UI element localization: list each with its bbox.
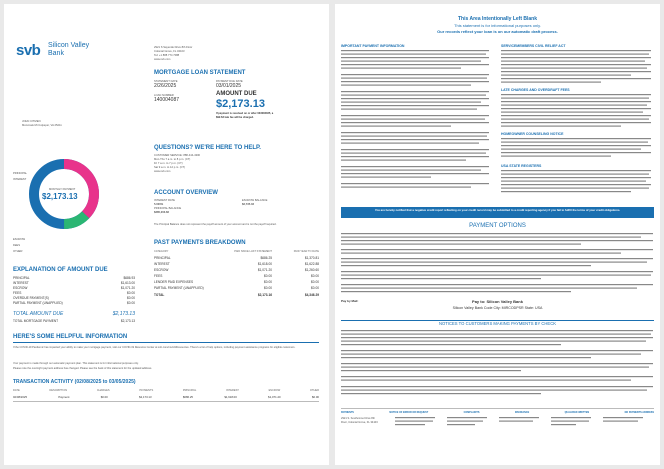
state-registers-text	[501, 170, 653, 200]
helpful-info-title: HERE'S SOME HELPFUL INFORMATION	[13, 334, 128, 340]
hours-friday: Fri 7 a.m. to 7 p.m. (CT)	[154, 162, 183, 165]
statement-date-label: STATEMENT DATE	[154, 80, 178, 83]
customer-name: JOHN CITIZEN	[22, 120, 41, 123]
helpful-info-paragraph-3: Please note the overnight payment address has changed. Please see the back of this statement for the updated address.	[13, 367, 152, 370]
mail-address-line: Silicon Valley Bank Code City: MIRCODPSR State: USA	[452, 306, 543, 310]
donut-legend-other: OTHER	[13, 250, 23, 253]
explanation-row: PRINCIPAL $686.93	[13, 276, 135, 280]
statement-date: 2/26/2025	[154, 83, 177, 89]
loan-number-label: LOAN NUMBER	[154, 94, 174, 97]
scra-text	[501, 50, 653, 86]
transaction-activity-title: TRANSACTION ACTIVITY (02/08/2025 to 03/05/2025)	[13, 379, 136, 385]
breakdown-total: TOTAL $2,173.16 $4,346.29	[154, 293, 319, 297]
important-payment-info-title: IMPORTANT PAYMENT INFORMATION	[341, 44, 405, 48]
payment-options-title: PAYMENT OPTIONS	[469, 223, 526, 229]
late-fee-note: If payment is received on or after 03/08/2025, a $92.63 late fee will be charged.	[216, 112, 274, 119]
hours-saturday: Sat 9 a.m. to 12 p.m. (CT)	[154, 166, 186, 169]
bank-website[interactable]: www.svb.com	[154, 58, 171, 61]
footer-payments-address: 2921 S. Southcome Drive 8th Floor, Colonial Grove, FL 34103	[341, 417, 378, 424]
amount-due: $2,173.13	[216, 98, 265, 110]
important-payment-info-text	[341, 50, 491, 210]
bank-logo: svb	[16, 42, 41, 59]
counseling-title: HOMEOWNER COUNSELING NOTICE	[501, 132, 564, 136]
transaction-row: 02/08/2025 Payment $0.00 $2,173.13 $686.25 $1,618.00 $1,071.20 $0.00	[13, 395, 319, 399]
late-charges-text	[501, 94, 653, 134]
donut-legend-escrow: ESCROW	[13, 238, 26, 241]
statement-back-page	[335, 4, 660, 465]
due-date: 03/01/2025	[216, 83, 242, 89]
divider	[13, 401, 319, 402]
statement-title: MORTGAGE LOAN STATEMENT	[154, 70, 246, 76]
footer-columns-header: PAYMENTS NOTICE OF ERROR OR REQUEST COMPLAINTS INSURANCE QUALIFIED WRITTEN NO PAYMENTS ADDRESS	[341, 411, 654, 414]
explanation-row: FEES $0.00	[13, 291, 135, 295]
breakdown-title: PAST PAYMENTS BREAKDOWN	[154, 240, 246, 246]
explanation-row: PARTIAL PAYMENT (UNAPPLIED) $0.00	[13, 301, 135, 305]
donut-legend-principal: PRINCIPAL	[13, 172, 27, 175]
helpful-info-paragraph-1: If the COVID-19 Pandemic has impacted your ability to make your mortgage payment, visit our COVID-19 Resource Center at svb.com/covid19resources. There's a list of help options, including payment assistance programs for eligible customers.	[13, 346, 296, 349]
divider	[341, 408, 654, 409]
donut-legend-fees: FEES	[13, 244, 21, 247]
helpful-info-paragraph-2: Your payment is made through our automatic payment plan. This statement is for informational purposes only.	[13, 362, 139, 365]
breakdown-header: CATEGORY PAID SINCE LAST STATEMENT PAID YEAR TO DATE	[154, 250, 319, 253]
hours-weekday: Mon-Thu 7 a.m. to 8 p.m. (CT)	[154, 158, 191, 161]
footer-columns-text	[395, 417, 653, 433]
escrow-balance-value: $2,735.03	[242, 203, 254, 206]
donut-center-label: MONTHLY PAYMENT	[49, 188, 76, 191]
state-registers-title: USA STATE REGISTERS	[501, 164, 542, 168]
bank-address-1: 2921 S Sayende Drive 8th Floor	[154, 46, 193, 49]
account-overview-title: ACCOUNT OVERVIEW	[154, 190, 218, 196]
explanation-row: ESCROW $1,071.20	[13, 286, 135, 290]
breakdown-row: FEES $0.00 $0.00	[154, 274, 319, 278]
explanation-title: EXPLANATION OF AMOUNT DUE	[13, 267, 108, 273]
divider	[13, 342, 319, 343]
customer-service-phone: CUSTOMER SERVICE: 888-444-4300	[154, 154, 201, 157]
transaction-header: DATE DESCRIPTION CHARGES PAYMENTS PRINCIPAL INTEREST ESCROW OTHER	[13, 389, 319, 392]
total-mortgage-payment: TOTAL MORTGAGE PAYMENT $2,173.13	[13, 319, 135, 323]
statement-front-page	[4, 4, 329, 465]
bank-address-2: Colonial Grove, FL 34103	[154, 50, 185, 53]
check-notice-title: NOTICES TO CUSTOMERS MAKING PAYMENTS BY CHECK	[438, 321, 557, 326]
principal-balance-label: PRINCIPAL BALANCE	[154, 207, 182, 210]
customer-address: Moncreek Mt Culpeper, VA 25211	[22, 124, 62, 127]
interest-rate-value: 5.000%	[154, 203, 164, 206]
loan-number: 140004087	[154, 97, 180, 103]
credit-report-alert: You are hereby notified that a negative credit report reflecting on your credit record may be submitted to a credit reporting agency if you fail to fulfill the terms of your credit obligations.	[341, 207, 654, 218]
donut-legend-interest: INTEREST	[13, 178, 27, 181]
check-notice-text	[341, 330, 655, 400]
help-website[interactable]: www.svb.com	[154, 170, 171, 173]
autodraft-header: Our records reflect your loan is on our automatic draft process.	[437, 29, 558, 34]
questions-title: QUESTIONS? WE'RE HERE TO HELP.	[154, 145, 261, 151]
pay-to-line: Pay to: Silicon Valley Bank	[472, 299, 523, 304]
due-date-label: PAYMENT DUE DATE	[216, 80, 243, 83]
bank-phone: Tel: +1 888 774 7088	[154, 54, 180, 57]
explanation-row: INTEREST $1,613.00	[13, 281, 135, 285]
payment-options-text	[341, 233, 655, 297]
principal-balance-value: $385,203.82	[154, 211, 169, 214]
breakdown-row: PARTIAL PAYMENT (UNAPPLIED) $0.00 $0.00	[154, 286, 319, 290]
pay-by-mail-label: Pay by Mail:	[341, 299, 359, 303]
amount-due-label: AMOUNT DUE	[216, 91, 257, 97]
bank-name-line2: Bank	[48, 50, 64, 57]
counseling-text	[501, 138, 653, 160]
blank-area-header: This Area Intentionally Left Blank	[458, 16, 537, 22]
total-amount-due: TOTAL AMOUNT DUE $2,173.13	[13, 311, 135, 317]
account-overview-note: The Principal Balance does not represent the payoff amount of your account and is not the payoff required.	[154, 223, 277, 226]
informational-header: This statement is for informational purposes only.	[454, 23, 541, 28]
breakdown-row: ESCROW $1,071.20 $1,260.60	[154, 268, 319, 272]
breakdown-row: LENDER PAID EXPENSES $0.00 $0.00	[154, 280, 319, 284]
breakdown-row: INTEREST $1,618.00 $1,622.88	[154, 262, 319, 266]
bank-name-line1: Silicon Valley	[48, 42, 90, 49]
donut-center-amount: $2,173.13	[42, 192, 78, 201]
scra-title: SERVICEMEMBERS CIVIL RELIEF ACT	[501, 44, 566, 48]
explanation-row: OVERDUE PAYMENT(S) $0.00	[13, 296, 135, 300]
interest-rate-label: INTEREST RATE	[154, 199, 175, 202]
late-charges-title: LATE CHARGES AND OVERDRAFT FEES	[501, 88, 570, 92]
breakdown-row: PRINCIPAL $686.25 $1,370.81	[154, 256, 319, 260]
escrow-balance-label: ESCROW BALANCE	[242, 199, 268, 202]
